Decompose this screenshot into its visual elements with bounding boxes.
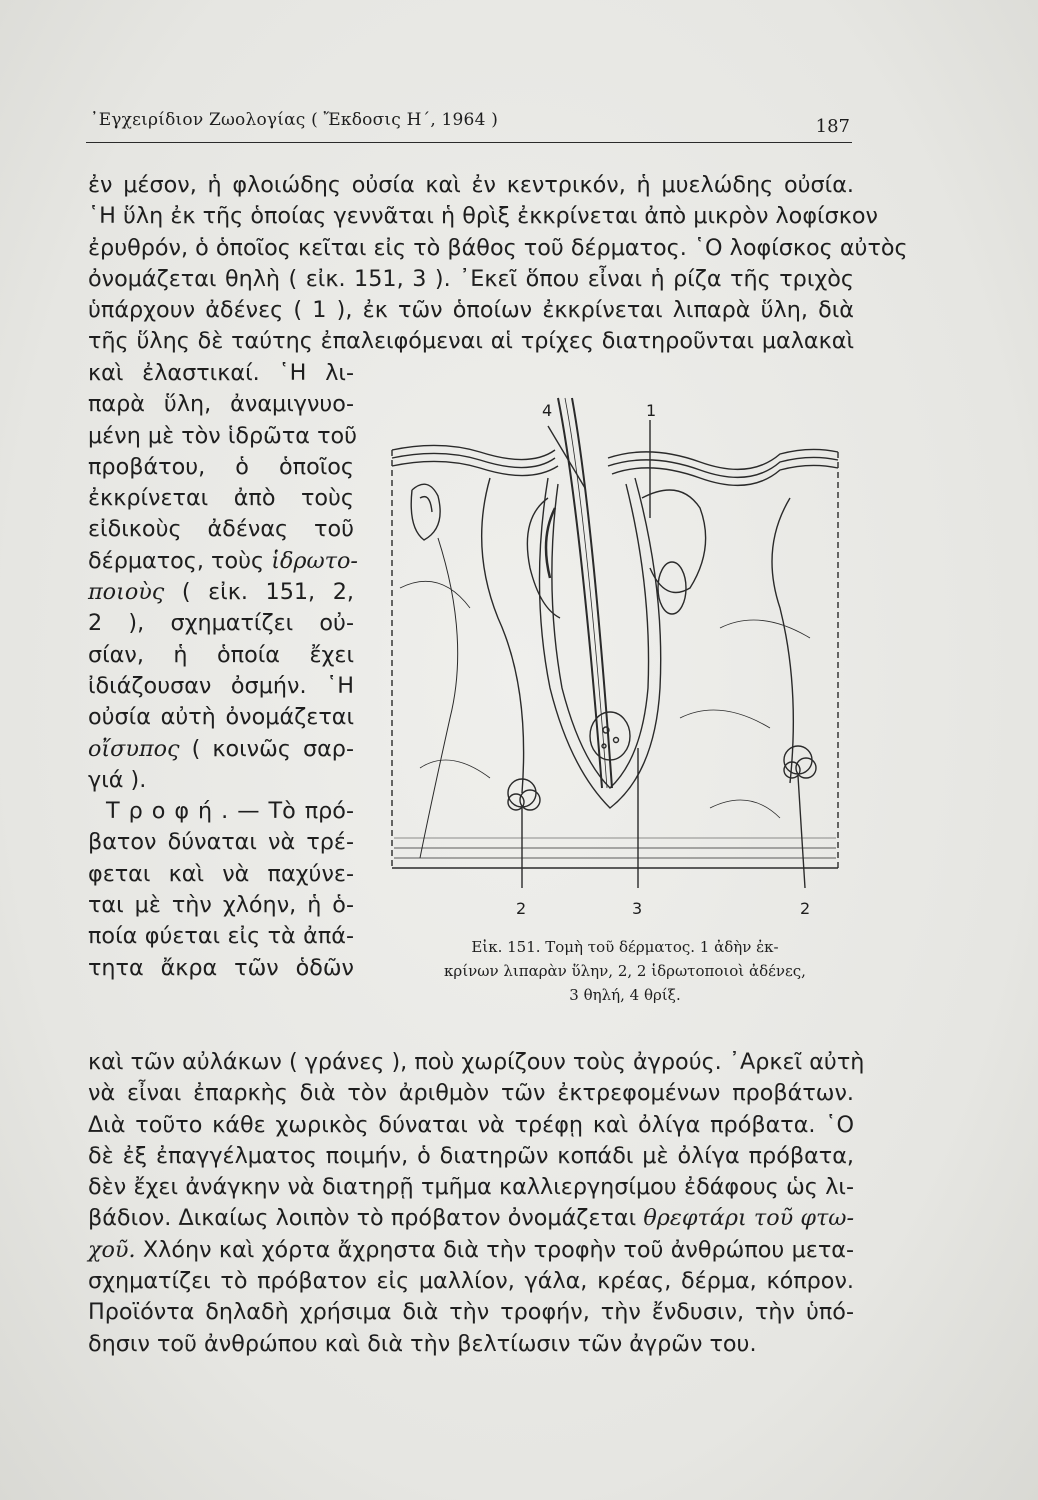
text-line <box>88 1235 854 1266</box>
text-line: δὲ ἐξ ἐπαγγέλματος ποιμήν, ὁ διατηρῶν κοπάδι μὲ ὀλίγα πρόβατα, <box>88 1142 854 1169</box>
italic-term: οἴσυπος <box>88 735 180 762</box>
page-header <box>86 102 852 143</box>
text-line: ἰδιάζουσαν ὀσμήν. ῾Η <box>88 672 354 699</box>
italic-term: χοῦ. <box>88 1236 136 1263</box>
text-line: εἰδικοὺς ἀδένας τοῦ <box>88 516 354 543</box>
text-line: γιά ). <box>88 766 147 793</box>
italic-term: ἱδρωτο- <box>271 547 358 574</box>
text-line: παρὰ ὕλη, ἀναμιγνυο- <box>88 391 354 418</box>
text-run: ( κοινῶς σαρ- <box>191 735 354 762</box>
skin-drawing <box>392 398 838 888</box>
figure-label-2-left: 2 <box>516 899 527 918</box>
text-line: ὑπάρχουν ἀδένες ( 1 ), ἐκ τῶν ὁποίων ἐκκρίνεται λιπαρὰ ὕλη, διὰ <box>88 297 854 324</box>
text-line: τῆς ὕλης δὲ ταύτης ἐπαλειφόμεναι αἱ τρίχες διατηροῦνται μαλακαὶ <box>88 328 854 355</box>
text-run: Χλόην καὶ χόρτα ἄχρηστα διὰ τὴν τροφὴν τοῦ ἀνθρώπου μετα- <box>142 1236 854 1263</box>
text-line: προβάτου, ὁ ὁποῖος <box>88 453 354 480</box>
text-line <box>88 577 354 608</box>
italic-term: θρεφτάρι τοῦ φτω- <box>643 1205 854 1232</box>
text-line: ποία φύεται εἰς τὰ ἀπά- <box>88 923 354 950</box>
figure-label-4: 4 <box>542 401 553 420</box>
text-line: καὶ ἐλαστικαί. ῾Η λι- <box>88 360 354 386</box>
text-line: σχηματίζει τὸ πρόβατον εἰς μαλλίον, γάλα, κρέας, δέρμα, κόπρον. <box>88 1268 854 1295</box>
caption-line: κρίνων λιπαρὰν ὕλην, 2, 2 ἱδρωτοποιοὶ ἀδένες, <box>444 962 806 980</box>
page-number: 187 <box>815 116 850 137</box>
text-run: βάδιον. Δικαίως λοιπὸν τὸ πρόβατον ὀνομάζεται <box>88 1205 637 1232</box>
text-line: 2 ), σχηματίζει οὐ- <box>88 610 354 637</box>
text-line: δησιν τοῦ ἀνθρώπου καὶ διὰ τὴν βελτίωσιν τῶν ἀγρῶν του. <box>88 1330 757 1357</box>
section-heading-line: Τ ρ ο φ ή . — Τὸ πρό- <box>106 798 354 825</box>
text-line: μένη μὲ τὸν ἱδρῶτα τοῦ <box>88 422 358 449</box>
caption-line: 3 θηλή, 4 θρίξ. <box>569 986 681 1004</box>
text-line <box>88 1203 854 1234</box>
top-paragraph <box>88 170 908 358</box>
text-line: Προϊόντα δηλαδὴ χρήσιμα διὰ τὴν τροφήν, τὴν ἔνδυσιν, τὴν ὑπό- <box>88 1299 854 1326</box>
text-line: οὐσία αὐτὴ ὀνομάζεται <box>88 704 354 731</box>
text-line <box>88 546 358 577</box>
text-line: ται μὲ τὴν χλόην, ἡ ὁ- <box>88 892 354 919</box>
caption-line: Εἰκ. 151. Τομὴ τοῦ δέρματος. 1 ἀδὴν ἐκ- <box>471 938 779 956</box>
text-line: σίαν, ἡ ὁποία ἔχει <box>88 641 354 668</box>
text-line: ῾Η ὕλη ἐκ τῆς ὁποίας γεννᾶται ἡ θρὶξ ἐκκρίνεται ἀπὸ μικρὸν λοφίσκον <box>88 203 878 230</box>
skin-section-figure <box>380 388 850 928</box>
text-line: δὲν ἔχει ἀνάγκην νὰ διατηρῇ τμῆμα καλλιεργησίμου ἐδάφους ὡς λι- <box>88 1174 854 1201</box>
text-line: φεται καὶ νὰ παχύνε- <box>88 860 354 887</box>
figure-caption <box>400 935 850 1007</box>
text-line: Διὰ τοῦτο κάθε χωρικὸς δύναται νὰ τρέφῃ καὶ ὀλίγα πρόβατα. ῾Ο <box>88 1111 854 1138</box>
text-line: ἐν μέσον, ἡ φλοιώδης οὐσία καὶ ἐν κεντρικόν, ἡ μυελώδης οὐσία. <box>88 172 854 198</box>
running-title: ᾿Εγχειρίδιον Ζωολογίας ( Ἔκδοσις Η΄, 1964 ) <box>90 110 499 130</box>
figure-label-2-right: 2 <box>800 899 811 918</box>
text-line: ἐρυθρόν, ὁ ὁποῖος κεῖται εἰς τὸ βάθος τοῦ δέρματος. ῾Ο λοφίσκος αὐτὸς <box>88 234 908 261</box>
figure-label-1: 1 <box>646 401 657 420</box>
italic-term: ποιοὺς <box>88 579 165 606</box>
text-line: νὰ εἶναι ἐπαρκὴς διὰ τὸν ἀριθμὸν τῶν ἐκτρεφομένων προβάτων. <box>88 1080 854 1107</box>
text-line: τητα ἄκρα τῶν ὁδῶν <box>88 954 354 981</box>
text-line <box>88 734 354 765</box>
text-column <box>88 358 358 984</box>
text-run: ( εἰκ. 151, 2, <box>181 579 354 606</box>
bottom-paragraph <box>88 1047 865 1360</box>
text-line: βατον δύναται νὰ τρέ- <box>88 829 354 856</box>
text-line: ὀνομάζεται θηλὴ ( εἰκ. 151, 3 ). ᾿Εκεῖ ὅπου εἶναι ἡ ρίζα τῆς τριχὸς <box>88 265 854 292</box>
text-run: δέρματος, τοὺς <box>88 547 265 574</box>
figure-label-3: 3 <box>632 899 643 918</box>
text-line: ἐκκρίνεται ἀπὸ τοὺς <box>88 485 354 512</box>
skin-diagram <box>380 388 850 928</box>
text-line: καὶ τῶν αὐλάκων ( γράνες ), ποὺ χωρίζουν τοὺς ἀγρούς. ᾿Αρκεῖ αὐτὴ <box>88 1049 865 1075</box>
